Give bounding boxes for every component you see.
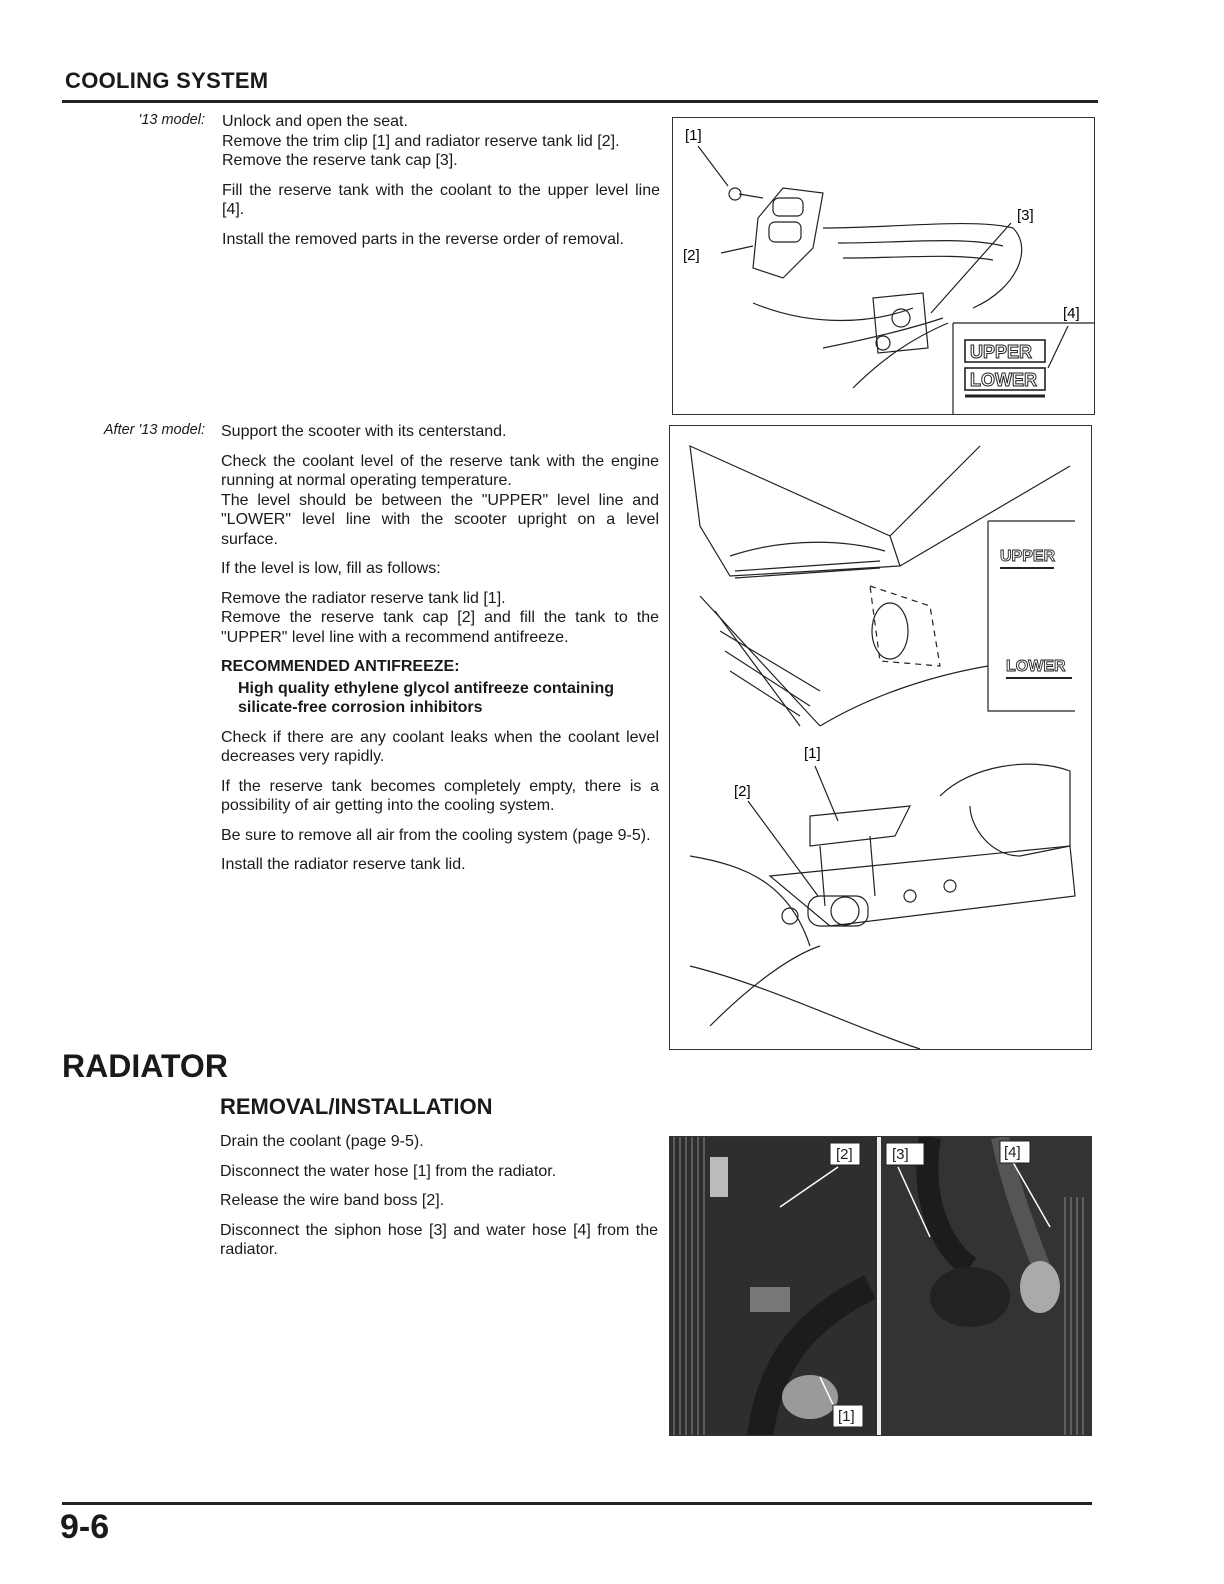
antifreeze-text: High quality ethylene glycol antifreeze containing silicate-free corrosion inhibitors xyxy=(238,679,615,716)
engine-part xyxy=(930,1267,1010,1327)
model13-text xyxy=(222,112,660,259)
fig1-callout-4: [4] xyxy=(1063,305,1080,322)
hose-fitting xyxy=(1020,1261,1060,1313)
figure-reserve-tank-after-13 xyxy=(669,425,1092,1050)
reserve-window xyxy=(872,603,908,659)
leader-1 xyxy=(698,146,728,186)
after13-install-lid: Install the radiator reserve tank lid. xyxy=(221,856,466,873)
body-curve-2 xyxy=(838,241,1003,246)
tank-lid-shape xyxy=(753,188,823,278)
photo-callout-4: [4] xyxy=(1004,1144,1021,1161)
lid-slot-1 xyxy=(773,198,803,216)
clip-stem xyxy=(739,194,763,198)
lower-body-2 xyxy=(690,966,920,1049)
vent-top xyxy=(730,542,885,556)
antifreeze-heading: RECOMMENDED ANTIFREEZE: xyxy=(221,658,460,675)
after13-empty: If the reserve tank becomes completely empty, there is a possibility of air getting into the cooling system. xyxy=(221,777,659,814)
figure-reserve-tank-13 xyxy=(672,117,1095,415)
radiator-photo-drawing xyxy=(670,1137,1091,1435)
body-curve-5 xyxy=(823,318,943,348)
lid-slot-2 xyxy=(769,222,801,242)
model13-line-1: Unlock and open the seat. xyxy=(222,113,408,130)
after13-support: Support the scooter with its centerstand. xyxy=(221,423,507,440)
lower-cowl xyxy=(940,764,1070,856)
after13-check-2: The level should be between the "UPPER" level line and "LOWER" level line with the scooter upright on a level surface. xyxy=(221,491,659,548)
upper-mark: UPPER xyxy=(970,342,1033,362)
page-number: 9-6 xyxy=(60,1508,110,1546)
lower-tank-cap xyxy=(831,897,859,925)
lower-body-1 xyxy=(690,856,810,946)
upper-mark-2: UPPER xyxy=(1000,548,1056,565)
body-curve-3 xyxy=(843,256,993,260)
lower-body-3 xyxy=(710,946,820,1026)
photo-callout-2: [2] xyxy=(836,1146,853,1163)
footboard-shape xyxy=(690,446,900,576)
fig2-callout-1: [1] xyxy=(804,745,821,762)
body-curve-6 xyxy=(853,323,948,388)
fig2-callout-2: [2] xyxy=(734,783,751,800)
lower-lid xyxy=(810,806,910,846)
model13-line-3: Remove the reserve tank cap [3]. xyxy=(222,152,458,169)
header-rule xyxy=(62,100,1098,103)
after13-text xyxy=(221,422,659,885)
leader-3 xyxy=(931,223,1011,313)
lower-mark-2: LOWER xyxy=(1006,658,1066,675)
leader-4 xyxy=(1048,326,1068,368)
side-label-13-model: '13 model: xyxy=(138,112,205,128)
boss-1 xyxy=(782,908,798,924)
radiator-step-1: Drain the coolant (page 9-5). xyxy=(220,1133,424,1150)
model13-install: Install the removed parts in the reverse order of removal. xyxy=(222,230,624,248)
tank-body xyxy=(873,293,928,353)
leader-2 xyxy=(721,246,753,253)
lower-deck xyxy=(770,846,1075,926)
radiator-photo xyxy=(669,1136,1092,1436)
fig1-callout-3: [3] xyxy=(1017,207,1034,224)
fig1-callout-1: [1] xyxy=(685,127,702,144)
after13-remove-2: Remove the reserve tank cap [2] and fill the tank to the "UPPER" level line with a recommend antifreeze. xyxy=(221,609,659,646)
after13-leaks: Check if there are any coolant leaks when the coolant level decreases very rapidly. xyxy=(221,728,659,765)
after13-if-low: If the level is low, fill as follows: xyxy=(221,560,441,577)
panel-edge xyxy=(820,666,988,726)
radiator-step-2: Disconnect the water hose [1] from the radiator. xyxy=(220,1162,557,1180)
boss-3 xyxy=(944,880,956,892)
photo-callout-3: [3] xyxy=(892,1146,909,1163)
body-curve-4 xyxy=(753,303,913,321)
radiator-title: RADIATOR xyxy=(62,1048,228,1084)
leader-lower-2 xyxy=(748,801,818,896)
grille-1 xyxy=(720,631,820,691)
removal-installation-title: REMOVAL/INSTALLATION xyxy=(220,1094,493,1119)
footer-rule xyxy=(62,1502,1092,1505)
wire-band-boss xyxy=(710,1157,728,1197)
section-title: COOLING SYSTEM xyxy=(65,68,269,93)
lower-mark: LOWER xyxy=(970,370,1037,390)
model13-fill: Fill the reserve tank with the coolant to the upper level line [4]. xyxy=(222,181,660,218)
boss-2 xyxy=(904,890,916,902)
frame-line-4 xyxy=(715,611,800,726)
radiator-steps xyxy=(220,1132,658,1270)
figure-reserve-tank-after-13-drawing xyxy=(670,426,1091,1049)
photo-callout-1: [1] xyxy=(838,1408,855,1425)
leader-lower-1 xyxy=(815,766,838,821)
body-curve-1 xyxy=(823,224,1022,308)
fig1-callout-2: [2] xyxy=(683,247,700,264)
after13-check-1: Check the coolant level of the reserve tank with the engine running at normal operating temperature. xyxy=(221,452,659,489)
figure-reserve-tank-13-drawing xyxy=(673,118,1094,414)
model13-line-2: Remove the trim clip [1] and radiator reserve tank lid [2]. xyxy=(222,132,620,150)
radiator-step-4: Disconnect the siphon hose [3] and water hose [4] from the radiator. xyxy=(220,1221,658,1258)
side-label-after-13-model: After '13 model: xyxy=(103,422,205,438)
radiator-step-3: Release the wire band boss [2]. xyxy=(220,1192,445,1209)
after13-remove-1: Remove the radiator reserve tank lid [1]. xyxy=(221,589,506,607)
after13-bleed: Be sure to remove all air from the cooling system (page 9-5). xyxy=(221,826,651,844)
frame-line-1 xyxy=(890,446,980,536)
